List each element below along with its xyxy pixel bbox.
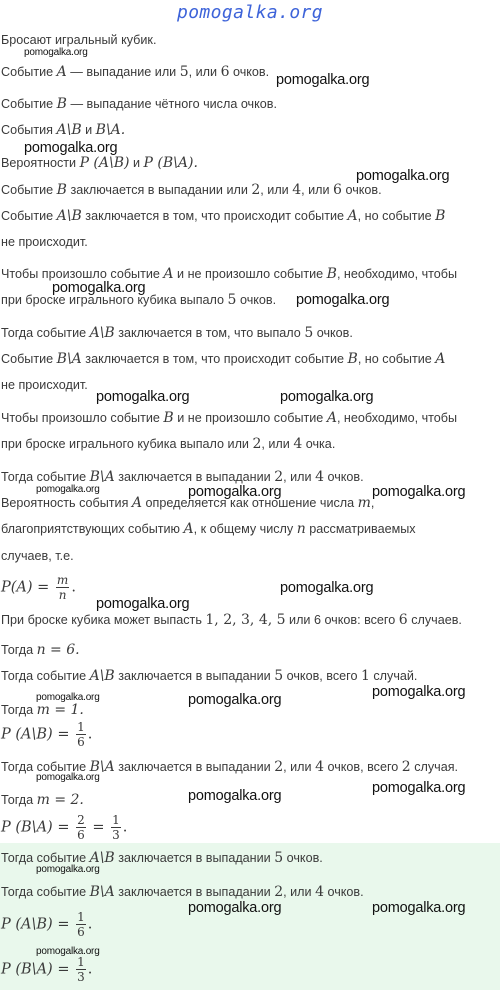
problem-line-1	[1, 32, 156, 48]
watermark: pomogalka.org	[36, 946, 100, 957]
math-expr: P (B\A)	[1, 961, 53, 978]
text: — выпадание чётного числа очков.	[70, 97, 277, 111]
text: , необходимо, чтобы	[336, 411, 458, 425]
math-var: B	[347, 351, 358, 367]
text: и	[132, 156, 141, 170]
text: заключается в выпадании	[118, 470, 271, 484]
text: случаев, т.е.	[1, 549, 74, 563]
math-expr: n = 6.	[36, 642, 80, 658]
watermark: pomogalka.org	[372, 900, 466, 916]
math-var: B	[56, 182, 67, 198]
fraction-1-6	[76, 910, 86, 939]
text: определяется как отношение числа	[145, 496, 355, 510]
math-set: B\A	[89, 884, 115, 900]
math-num: 6	[398, 612, 408, 628]
math-set: A\B	[56, 208, 82, 224]
text: заключается в том, что происходит событие	[85, 352, 345, 366]
math-var: n	[296, 521, 306, 537]
site-watermark-header: pomogalka.org	[176, 2, 324, 23]
math-num: 4	[315, 759, 324, 775]
math-set: A\B	[56, 122, 82, 138]
solution-line-6	[1, 325, 353, 341]
solution-line-13	[1, 521, 416, 537]
fraction-1-6	[76, 720, 86, 749]
text: Событие	[1, 97, 54, 111]
denominator: 6	[77, 828, 85, 842]
math-set: A\B	[89, 325, 115, 341]
text: Вероятность события	[1, 496, 129, 510]
denominator: 3	[112, 828, 120, 842]
answer-formula-2	[1, 955, 92, 984]
math-set: B\A	[56, 351, 82, 367]
solution-line-16	[1, 642, 80, 658]
text: Тогда событие	[1, 669, 87, 683]
text: не происходит.	[1, 235, 88, 249]
math-num: 4	[315, 469, 324, 485]
watermark: pomogalka.org	[36, 692, 100, 703]
answer-formula-1	[1, 910, 92, 939]
math-num: 5	[274, 850, 284, 866]
text: , к общему числу	[193, 522, 294, 536]
text: при броске игрального кубика выпало	[1, 293, 225, 307]
text: Событие	[1, 183, 54, 197]
math-op: .	[87, 726, 93, 743]
math-num: 4	[292, 182, 302, 198]
math-expr: P (B\A)	[1, 819, 53, 836]
watermark: pomogalka.org	[280, 389, 374, 405]
text: заключается в выпадании	[118, 760, 271, 774]
math-set: A\B	[89, 668, 115, 684]
text: очков.	[327, 470, 364, 484]
text: очка.	[305, 437, 336, 451]
text: Тогда событие	[1, 326, 87, 340]
text: , или	[261, 437, 290, 451]
math-expr: P (A\B)	[1, 916, 53, 933]
text: , или	[260, 183, 289, 197]
text: заключается в том, что выпало	[118, 326, 301, 340]
denominator: n	[58, 588, 67, 602]
text: При броске кубика может выпасть	[1, 613, 202, 627]
math-op: .	[71, 579, 76, 596]
text: События	[1, 123, 53, 137]
text: или 6 очков: всего	[289, 613, 396, 627]
math-op: =	[57, 961, 70, 978]
text: очков.	[232, 65, 270, 79]
solution-line-15	[1, 612, 462, 628]
math-var: A	[347, 208, 358, 224]
text: благоприятствующих событию	[1, 522, 180, 536]
math-num: 2	[274, 884, 284, 900]
math-var: B	[56, 96, 67, 112]
math-set: B\A.	[95, 122, 126, 138]
numerator: 1	[77, 955, 85, 969]
solution-line-20	[1, 792, 84, 808]
math-op: .	[87, 961, 93, 978]
problem-line-2	[1, 64, 269, 80]
solution-line-18	[1, 702, 84, 718]
watermark: pomogalka.org	[188, 788, 282, 804]
problem-line-3	[1, 96, 277, 112]
denominator: 6	[77, 735, 85, 749]
text: рассматриваемых	[309, 522, 416, 536]
math-op: =	[57, 726, 70, 743]
solution-line-9	[1, 410, 457, 426]
watermark: pomogalka.org	[372, 484, 466, 500]
text: — выпадание или	[70, 65, 177, 79]
text: и	[85, 123, 93, 137]
math-num: 5	[227, 292, 237, 308]
text: очков.	[239, 293, 277, 307]
math-expr: P (B\A).	[143, 155, 198, 171]
text: заключается в выпадании	[118, 851, 271, 865]
text: и не произошло событие	[177, 411, 324, 425]
math-op: .	[122, 819, 128, 836]
text: заключается в том, что происходит событие	[85, 209, 345, 223]
math-num: 5	[179, 64, 189, 80]
answer-line-2	[1, 884, 364, 900]
denominator: 3	[77, 970, 85, 984]
math-var: A	[435, 351, 446, 367]
numerator: 1	[77, 910, 85, 924]
math-var: B	[163, 410, 174, 426]
solution-line-2	[1, 208, 445, 224]
text: Событие	[1, 65, 54, 79]
text: очков.	[327, 885, 364, 899]
fraction-1-3	[76, 955, 86, 984]
math-num: 5	[274, 668, 284, 684]
watermark: pomogalka.org	[188, 900, 282, 916]
formula-probability-definition	[1, 573, 76, 602]
watermark: pomogalka.org	[188, 484, 282, 500]
math-num: 1	[360, 668, 370, 684]
math-set: B\A	[89, 759, 115, 775]
watermark: pomogalka.org	[24, 140, 118, 156]
math-set: B\A	[89, 469, 115, 485]
text: Тогда	[1, 703, 34, 717]
math-list: 1, 2, 3, 4, 5	[205, 612, 286, 628]
math-num: 5	[304, 325, 314, 341]
math-var: A	[56, 64, 67, 80]
watermark: pomogalka.org	[96, 596, 190, 612]
solution-line-8	[1, 377, 88, 393]
text: , но событие	[357, 352, 432, 366]
math-var: B	[326, 266, 337, 282]
text: , но событие	[357, 209, 432, 223]
math-num: 6	[220, 64, 230, 80]
formula-p-a-minus-b	[1, 720, 92, 749]
text: Тогда событие	[1, 851, 87, 865]
math-num: 2	[274, 759, 284, 775]
watermark: pomogalka.org	[296, 292, 390, 308]
math-num: 2	[274, 469, 284, 485]
math-num: 4	[315, 884, 324, 900]
fraction-1-3	[111, 813, 121, 842]
math-var: A	[163, 266, 174, 282]
numerator: 1	[77, 720, 85, 734]
text: Событие	[1, 352, 54, 366]
math-num: 4	[293, 436, 303, 452]
text: очков.	[345, 183, 382, 197]
solution-line-7	[1, 351, 445, 367]
text: очков.	[316, 326, 353, 340]
watermark: pomogalka.org	[372, 780, 466, 796]
math-var: B	[435, 208, 446, 224]
math-op: =	[92, 819, 105, 836]
solution-line-1	[1, 182, 382, 198]
math-expr: m = 2.	[36, 792, 84, 808]
watermark: pomogalka.org	[372, 684, 466, 700]
solution-line-3	[1, 234, 88, 250]
text: Тогда событие	[1, 760, 87, 774]
text: , или	[283, 760, 312, 774]
text: Вероятности	[1, 156, 77, 170]
math-op: =	[57, 916, 70, 933]
fraction-2-6	[76, 813, 86, 842]
watermark: pomogalka.org	[96, 389, 190, 405]
numerator: m	[56, 573, 69, 587]
text: и не произошло событие	[177, 267, 324, 281]
math-var: A	[131, 495, 143, 511]
text: очков.	[286, 851, 323, 865]
watermark: pomogalka.org	[356, 168, 450, 184]
math-var: A	[183, 521, 194, 537]
numerator: 2	[77, 813, 85, 827]
text: заключается в выпадании или	[70, 183, 248, 197]
problem-line-4	[1, 122, 125, 138]
text: случай.	[373, 669, 418, 683]
math-num: 2	[251, 182, 261, 198]
text: Событие	[1, 209, 54, 223]
text: заключается в выпадании	[118, 885, 271, 899]
text: , или	[301, 183, 330, 197]
solution-line-11	[1, 469, 364, 485]
watermark: pomogalka.org	[24, 47, 88, 58]
text: Бросают игральный кубик.	[1, 33, 157, 47]
math-var: A	[326, 410, 337, 426]
text: Чтобы произошло событие	[1, 411, 160, 425]
watermark: pomogalka.org	[36, 484, 100, 495]
math-num: 2	[252, 436, 262, 452]
text: Тогда событие	[1, 470, 87, 484]
math-expr: m = 1.	[36, 702, 84, 718]
math-op: .	[87, 916, 93, 933]
solution-line-10	[1, 436, 335, 452]
math-op: =	[37, 579, 50, 596]
math-set: A\B	[89, 850, 115, 866]
watermark: pomogalka.org	[52, 280, 146, 296]
math-expr: P (A\B)	[79, 155, 130, 171]
text: не происходит.	[1, 378, 88, 392]
solution-line-14	[1, 548, 74, 564]
math-num: 6	[333, 182, 342, 198]
text: случаев.	[411, 613, 462, 627]
text: Тогда	[1, 643, 34, 657]
problem-line-5	[1, 155, 198, 171]
numerator: 1	[112, 813, 120, 827]
math-expr: P(A)	[1, 579, 33, 596]
denominator: 6	[77, 925, 85, 939]
watermark: pomogalka.org	[188, 692, 282, 708]
math-var: m	[357, 495, 371, 511]
text: при броске игрального кубика выпало или	[1, 437, 249, 451]
text: случая.	[414, 760, 459, 774]
text: очков, всего	[286, 669, 358, 683]
text: , или	[283, 885, 312, 899]
text: Чтобы произошло событие	[1, 267, 160, 281]
watermark: pomogalka.org	[36, 772, 100, 783]
text: , или	[283, 470, 312, 484]
text: ,	[370, 496, 375, 510]
math-op: =	[57, 819, 70, 836]
text: Тогда событие	[1, 885, 87, 899]
math-num: 2	[401, 759, 411, 775]
text: очков, всего	[327, 760, 399, 774]
formula-p-b-minus-a	[1, 813, 127, 842]
text: , необходимо, чтобы	[336, 267, 458, 281]
text: заключается в выпадании	[118, 669, 271, 683]
math-expr: P (A\B)	[1, 726, 53, 743]
watermark: pomogalka.org	[276, 72, 370, 88]
watermark: pomogalka.org	[280, 580, 374, 596]
text: Тогда	[1, 793, 34, 807]
fraction-m-over-n	[56, 573, 69, 602]
text: , или	[188, 65, 218, 79]
solution-line-17	[1, 668, 417, 684]
watermark: pomogalka.org	[36, 864, 100, 875]
